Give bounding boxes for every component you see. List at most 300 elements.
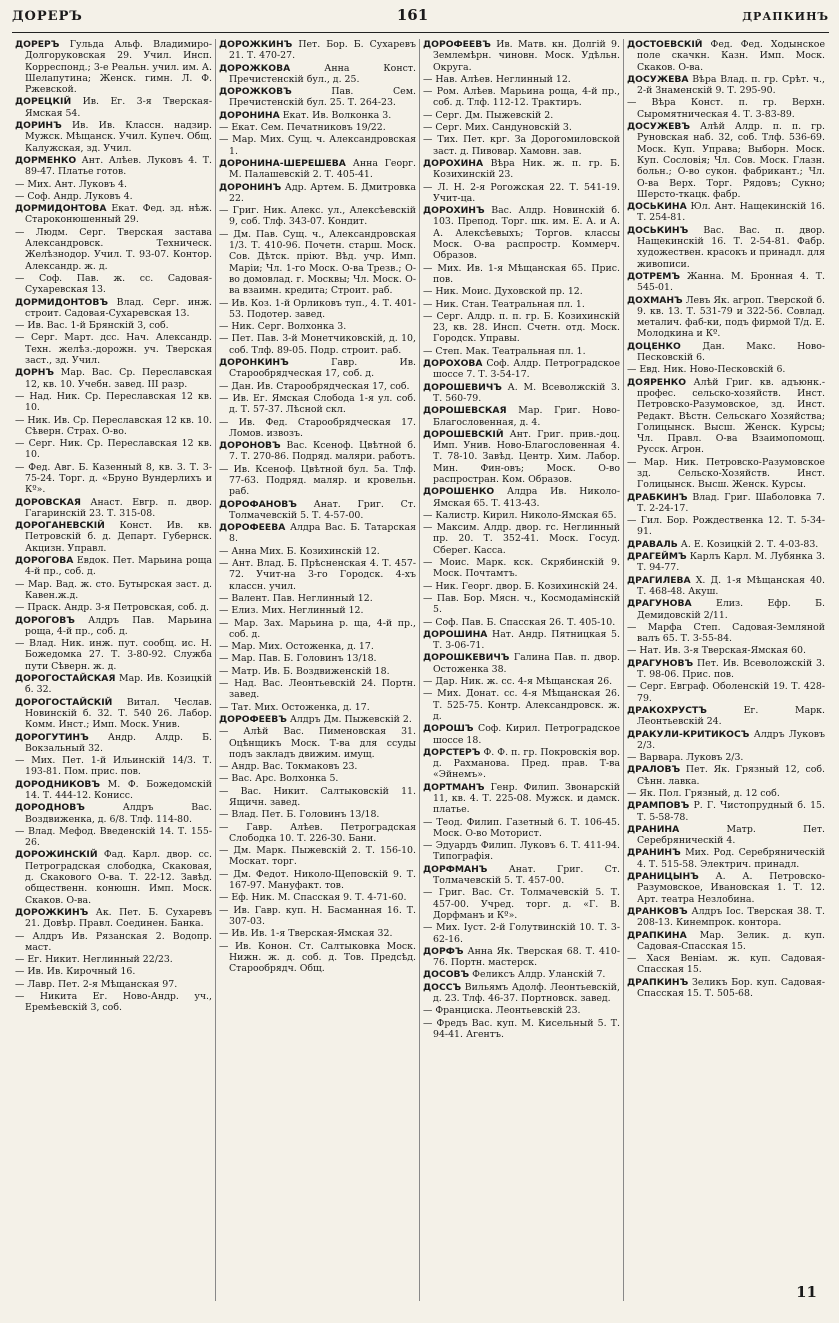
- directory-entry: [627, 364, 825, 375]
- entry-surname: ДОРОХИНЪ: [423, 205, 485, 217]
- entry-text: — Гавр. Алѣев. Петроградская Слободка 10. Т. 226-30. Бани.: [219, 821, 416, 844]
- entry-text: Ф. Ф. п. гр. Покровскія вор. д. Рахманова. Пред. прав. Т-ва «Эйнемъ».: [433, 746, 620, 781]
- directory-entry: [627, 705, 825, 728]
- entry-text: Феликсъ Алдр. Уланскій 7.: [472, 969, 606, 981]
- entry-text: Вильямъ Адолф. Леонтьевскій, д. 23. Тлф. 46-37. Портновск. завед.: [433, 981, 620, 1005]
- directory-entry: [219, 605, 416, 616]
- entry-text: — Ник. Ив. Ср. Переславская 12 кв. 10. Сѣверн. Страх. О-во.: [15, 414, 213, 437]
- entry-text: Вас. Ксеноф. Цвѣтной б. 7. Т. 270-86. Подряд. маляри. работъ.: [229, 440, 416, 463]
- entry-text: Мих. Род. Серебряническій 4. Т. 515-58. Электрич. принадл.: [637, 847, 825, 870]
- entry-text: Матр. Пет. Серебряническій 4.: [637, 823, 825, 847]
- directory-entry: [423, 1005, 620, 1016]
- entry-surname: ДОРОЖКОВЪ: [219, 86, 292, 98]
- entry-surname: ДОРСТЕРЪ: [423, 746, 481, 758]
- entry-text: Алдръ Пав. Марьина роща, 4-й пр., соб. д.: [25, 614, 212, 637]
- directory-entry: [423, 593, 620, 616]
- entry-text: — Теод. Филип. Газетный 6. Т. 106-45. Моск. О-во Моторист.: [423, 816, 620, 839]
- entry-text: — Алѣй Вас. Пименовская 31. Оцѣнщикъ Моск. Т-ва для ссуды подъ закладъ движим. имущ.: [219, 726, 416, 760]
- directory-entry: [15, 555, 212, 578]
- directory-entry: [15, 391, 212, 414]
- entry-surname: ДОРОФЕЕВЪ: [219, 713, 287, 725]
- entry-text: Конст. Ив. кв. Петровскій б. д. Департ. Губернск. Акцизн. Управл.: [25, 520, 213, 554]
- header-right-keyword: ДРАПКИНЪ: [742, 10, 829, 23]
- entry-text: — Моис. Марк. кск. Скрябинскій 9. Моск. Почтамтъ.: [423, 557, 620, 580]
- entry-text: — Серг. Ник. Ср. Переславская 12 кв. 10.: [15, 438, 212, 461]
- entry-text: Фед. Фед. Ходынское поле скачкн. Казн. Имп. Моск. Скаков. О-ва.: [637, 39, 825, 73]
- entry-text: Генр. Филип. Звонарскій 11, кв. 4. Т. 225-08. Мужск. и дамск. платье.: [433, 781, 621, 816]
- entry-text: — Мар. Зах. Марьина р. ща, 4-й пр., соб. д.: [219, 617, 416, 640]
- directory-entry: [627, 906, 825, 929]
- directory-entry: [423, 358, 620, 381]
- entry-text: Ант. Алѣев. Луковъ 4. Т. 89-47. Платье готов.: [25, 154, 212, 178]
- page-number: 161: [396, 6, 429, 24]
- directory-entry: [219, 381, 416, 392]
- entry-text: — Вас. Никит. Салтыковскій 11. Ящичн. завед.: [219, 785, 416, 808]
- directory-entry: [219, 666, 416, 677]
- entry-surname: ДОРОНОВЪ: [219, 440, 281, 452]
- directory-entry: [627, 788, 825, 799]
- entry-surname: ДОСУЖЕВА: [627, 73, 689, 85]
- directory-entry: [219, 618, 416, 641]
- directory-entry: [219, 593, 416, 604]
- directory-entry: [627, 74, 825, 97]
- directory-entry: [627, 598, 825, 621]
- directory-entry: [423, 134, 620, 157]
- sheet-number: 11: [796, 1283, 817, 1301]
- entry-surname: ДОРОШЕВИЧЪ: [423, 381, 502, 393]
- directory-entry: [15, 120, 212, 154]
- entry-text: — Мар. Ник. Петровско-Разумовское зд. Сельско-Хозяйств. Инст. Голицынск. Высш. Женск. Курсы.: [627, 456, 825, 491]
- entry-surname: ДОРМИДОНТОВЪ: [15, 296, 108, 308]
- entry-text: — Влад. Ник. инж. пут. сообщ. ис. Н. Божедомка 27. Т. 3-80-92. Служба пути Сѣверн. ж. д.: [15, 638, 212, 672]
- directory-entry: [15, 438, 212, 461]
- directory-entry: [15, 191, 212, 202]
- entry-surname: ДОРИНЪ: [15, 120, 62, 132]
- entry-text: Пет. Бор. Б. Сухаревъ 21. Т. 470-27.: [229, 39, 416, 62]
- entry-text: — Пет. Пав. 3-й Монетчиковскій, д. 10, соб. Тлф. 89-05. Подр. строит. раб.: [219, 333, 416, 356]
- directory-entry: [219, 702, 416, 713]
- entry-surname: ДОРОШЕНКО: [423, 486, 495, 498]
- directory-entry: [15, 849, 212, 905]
- entry-text: Фад. Карл. двор. сс. Петроградская слободка, Скаковая, д. Скакового О-ва. Т. 22-12. Завѣд. общественн. конюшн. Имп. Моск. Скаков. О-ва.: [25, 849, 212, 906]
- directory-columns: [12, 39, 829, 1301]
- directory-entry: [219, 786, 416, 809]
- directory-entry: [423, 969, 620, 980]
- entry-text: — Мих. Пет. 1-й Ильинскій 14/3. Т. 193-81. Пом. прис. пов.: [15, 755, 212, 778]
- directory-entry: [15, 39, 212, 95]
- entry-text: Ег. Марк. Леонтьевскій 24.: [637, 704, 825, 728]
- directory-entry: [15, 673, 212, 696]
- directory-entry: [423, 1018, 620, 1041]
- entry-text: Ив. Матв. кн. Долгій 9. Землемѣрн. чиновн. Моск. Удѣльн. Округа.: [433, 39, 620, 73]
- entry-text: — Серг. Дм. Пыжевскій 2.: [423, 109, 554, 121]
- directory-entry: [627, 271, 825, 294]
- entry-text: Карлъ Карл. М. Лубянка 3. Т. 94-77.: [637, 551, 825, 574]
- entry-text: — Францискa. Леонтьевскій 23.: [423, 1005, 581, 1017]
- entry-text: — Анна Мих. Б. Козихинскій 12.: [219, 545, 380, 557]
- directory-entry: [15, 732, 212, 755]
- directory-entry: [219, 905, 416, 928]
- entry-text: Алдръ Іос. Тверская 38. Т. 208-13. Кинемпрок. контора.: [637, 905, 825, 929]
- entry-text: — Вас. Арс. Волхонка 5.: [219, 773, 339, 785]
- entry-text: — Тих. Пет. крг. За Дорогомиловской заст. д. Пивовар. Хамовн. зав.: [423, 134, 620, 157]
- directory-entry: [219, 678, 416, 701]
- directory-entry: [627, 800, 825, 823]
- entry-surname: ДОРОГУТИНЪ: [15, 731, 89, 743]
- entry-surname: ДОСЬКИНЪ: [627, 224, 689, 236]
- entry-text: Алдръ Дм. Пыжевскій 2.: [289, 713, 412, 725]
- entry-text: Анна Як. Тверская 68. Т. 410-76. Портн. мастерск.: [433, 945, 620, 969]
- directory-entry: [219, 393, 416, 416]
- directory-entry: [219, 205, 416, 228]
- entry-surname: ДОРФМАНЪ: [423, 863, 488, 875]
- entry-text: Анат. Григ. Ст. Толмачевскій 5. Т. 4-57-00.: [229, 498, 416, 521]
- entry-text: — Григ. Вас. Ст. Толмачевскій 5. Т. 457-00. Учред. торг. д. «Г. В. Дорфманъ и Кº».: [423, 887, 620, 921]
- directory-entry: [219, 122, 416, 133]
- entry-surname: ДРАНИЦЫНЪ: [627, 871, 699, 883]
- entry-surname: ДОРОВСКАЯ: [15, 496, 81, 508]
- entry-text: — Ник. Георг. двор. Б. Козихинскій 24.: [423, 580, 618, 592]
- directory-entry: [15, 991, 212, 1014]
- directory-entry: [627, 551, 825, 574]
- directory-entry: [15, 907, 212, 930]
- directory-entry: [219, 298, 416, 321]
- entry-text: — Ег. Никит. Неглинный 22/23.: [15, 954, 173, 966]
- entry-surname: ДОСТОЕВСКІЙ: [627, 39, 703, 50]
- entry-text: Ант. Григ. прив.-доц. Имп. Унив. Ново-Благословенная 4. Т. 78-10. Завѣд. Центр. Хим. Лабор. Мин. Фин-овъ; Моск. О-во распростран. Ком. Образов.: [433, 428, 620, 485]
- entry-surname: ДРАВАЛЬ: [627, 538, 678, 550]
- directory-entry: [219, 928, 416, 939]
- entry-surname: ДОРМИДОНТОВА: [15, 203, 107, 215]
- entry-text: — Праск. Андр. 3-я Петровская, соб. д.: [15, 602, 209, 614]
- directory-entry: [423, 676, 620, 687]
- directory-entry: [423, 840, 620, 863]
- entry-text: — Варвара. Луковъ 2/3.: [627, 752, 744, 764]
- entry-surname: ДОРОХИНА: [423, 157, 484, 169]
- entry-text: — Ив. Ив. 1-я Тверская-Ямская 32.: [219, 928, 393, 940]
- directory-entry: [15, 602, 212, 613]
- directory-entry: [15, 826, 212, 849]
- directory-entry: [219, 892, 416, 903]
- entry-text: — Матр. Ив. Б. Воздвиженскій 18.: [219, 665, 390, 677]
- entry-surname: ДОСОВЪ: [423, 969, 470, 981]
- entry-surname: ДРАКУЛИ-КРИТИКОСЪ: [627, 728, 750, 740]
- entry-surname: ДОРОЖКИНЪ: [15, 906, 89, 918]
- entry-surname: ДОРОЖКОВА: [219, 62, 291, 74]
- directory-entry: [15, 203, 212, 226]
- directory-entry: [219, 809, 416, 820]
- directory-entry: [627, 201, 825, 224]
- directory-entry: [219, 134, 416, 157]
- directory-entry: [15, 779, 212, 802]
- entry-text: — Ив. Ег. Ямская Слобода 1-я ул. соб. д. Т. 57-37. Лѣсной скл.: [219, 392, 416, 416]
- entry-text: — Марфа Степ. Садовая-Земляной валъ 65. Т. 3-55-84.: [627, 621, 825, 645]
- directory-entry: [423, 522, 620, 556]
- entry-surname: ДРАНИНЪ: [627, 847, 681, 859]
- entry-text: — Людм. Серг. Тверская застава Александровск. Техническ. Желѣзнодор. Учил. Т. 93-07. Контор. Александр. ж. д.: [15, 226, 212, 272]
- entry-surname: ДОРОЖИНСКІЙ: [15, 849, 98, 861]
- entry-text: — Мих. Ив. 1-я Мѣщанская 65. Прис. пов.: [423, 262, 620, 285]
- directory-entry: [15, 273, 212, 296]
- entry-text: Соф. Алдр. Петроградское шоссе 7. Т. 3-54-17.: [433, 358, 620, 381]
- directory-entry: [15, 367, 212, 390]
- directory-entry: [219, 464, 416, 498]
- entry-surname: ДОРМЕНКО: [15, 154, 77, 166]
- directory-entry: [627, 377, 825, 456]
- entry-text: Вѣра Влад. п. гр. Срѣт. ч., 2-й Знаменскій 9. Т. 295-90.: [637, 73, 825, 97]
- directory-entry: [627, 295, 825, 340]
- directory-entry: [219, 357, 416, 380]
- entry-surname: ДОТРЕМЪ: [627, 270, 681, 282]
- directory-entry: [15, 179, 212, 190]
- directory-entry: [219, 158, 416, 181]
- directory-entry: [219, 39, 416, 62]
- entry-surname: ДРАМПОВЪ: [627, 800, 690, 812]
- directory-entry: [423, 263, 620, 286]
- entry-text: — Серг. Алдр. п. п. гр. Б. Козихинскій 23, кв. 28. Инсп. Счетн. отд. Моск. Городск. Управы.: [423, 310, 620, 345]
- entry-surname: ДОРОНКИНЪ: [219, 357, 289, 369]
- entry-text: — Соф. Пав. Б. Спасская 26. Т. 405-10.: [423, 616, 616, 628]
- entry-surname: ДРАКОХРУСТЪ: [627, 704, 707, 716]
- entry-text: — Соф. Пав. ж. сс. Садовая-Сухаревская 13.: [15, 272, 212, 296]
- directory-entry: [15, 979, 212, 990]
- entry-text: — Хася Веніам. ж. куп. Садовая-Спасская 15.: [627, 953, 825, 976]
- entry-text: — Ив. Гавр. куп. Н. Басманная 16. Т. 307-03.: [219, 904, 416, 927]
- entry-text: — Мар. Мих. Остоженка, д. 17.: [219, 641, 374, 653]
- directory-entry: [423, 581, 620, 592]
- entry-text: — Над. Вас. Леонтьевскій 24. Портн. завед.: [219, 678, 416, 701]
- entry-text: Левъ Як. агроп. Тверской б. 9. кв. 13. Т. 531-79 и 322-56. Совлад. металич. фаб-ки, подъ фирмой Т/д. Е. Молодкина и Кº.: [637, 294, 825, 340]
- directory-entry: [627, 752, 825, 763]
- entry-text: Нат. Андр. Пятницкая 5. Т. 3-06-71.: [433, 628, 620, 652]
- entry-surname: ДОСЬКИНА: [627, 201, 687, 213]
- entry-text: — Ив. Вас. 1-й Брянскій 3, соб.: [15, 320, 169, 332]
- directory-entry: [219, 440, 416, 463]
- entry-surname: ДОРОШЪ: [423, 723, 474, 735]
- entry-text: Алѣй Алдр. п. п. гр. Руновская наб. 32, соб. Тлф. 536-69. Моск. Куп. Управа; Выборн. Моск. Куп. Сословія; Чл. Сов. Моск. Глазн. больн.; О-во сукон. фабрикант.; Чл. О-ва Верх. Торг. Рядовъ; Сукно; Шерсто-ткацк. фабр.: [637, 121, 825, 200]
- header-left-keyword: ДОРЕРЪ: [12, 9, 83, 24]
- entry-surname: ДОРОШЕВСКІЙ: [423, 428, 504, 440]
- entry-text: Юл. Ант. Нащекинскій 16. Т. 254-81.: [637, 201, 826, 224]
- entry-text: — Ник. Стан. Театральная пл. 1.: [423, 298, 585, 310]
- entry-text: А. А. Петровско-Разумовское, Ивановская 1. Т. 12. Арт. театра Незлобина.: [637, 871, 825, 905]
- entry-surname: ДОРОДНИКОВЪ: [15, 778, 101, 790]
- entry-surname: ДРАГУНОВА: [627, 598, 692, 610]
- entry-surname: ДОРОГОВА: [15, 555, 74, 567]
- entry-text: — Елиз. Мих. Неглинный 12.: [219, 605, 364, 617]
- entry-text: — Алдръ Ив. Рязанская 2. Водопр. маст.: [15, 930, 212, 953]
- directory-entry: [15, 954, 212, 965]
- directory-entry: [423, 122, 620, 133]
- entry-text: Жанна. М. Бронная 4. Т. 545-01.: [637, 270, 826, 294]
- entry-text: — Степ. Мак. Театральная пл. 1.: [423, 345, 586, 357]
- directory-entry: [15, 931, 212, 954]
- directory-entry: [15, 297, 212, 320]
- entry-text: Ак. Пет. Б. Сухаревъ 21. Довѣр. Правл. Соединен. Банка.: [25, 906, 212, 930]
- entry-text: — Андр. Вас. Токмаковъ 23.: [219, 761, 358, 773]
- entry-surname: ДОССЪ: [423, 981, 462, 993]
- entry-surname: ДОРОШЕВСКАЯ: [423, 405, 507, 417]
- directory-entry: [219, 321, 416, 332]
- directory-entry: [423, 629, 620, 652]
- entry-surname: ДРАГЕЙМЪ: [627, 551, 687, 563]
- directory-entry: [219, 761, 416, 772]
- entry-text: — Мих. Донат. сс. 4-я Мѣщанская 26. Т. 525-75. Контр. Александровск. ж. д.: [423, 688, 620, 722]
- entry-text: — Дм. Федот. Николо-Щеповскій 9. Т. 167-97. Мануфакт. тов.: [219, 868, 416, 892]
- directory-entry: [423, 510, 620, 521]
- directory-entry: [423, 982, 620, 1005]
- entry-text: — Ив. Фед. Старообрядческая 17. Ломов. извозъ.: [219, 416, 416, 439]
- entry-text: — Гил. Бор. Рождественка 12. Т. 5-34-91.: [627, 515, 825, 538]
- directory-entry: [15, 462, 212, 496]
- entry-text: Влад. Григ. Шаболовка 7. Т. 2-24-17.: [637, 491, 825, 514]
- entry-text: Елиз. Ефр. Б. Демидовскій 2/11.: [637, 598, 825, 621]
- directory-entry: [627, 871, 825, 905]
- directory-entry: [15, 415, 212, 438]
- directory-entry: [423, 747, 620, 781]
- directory-entry: [423, 887, 620, 921]
- entry-text: — Влад. Мефод. Введенскій 14. Т. 155-26.: [15, 825, 212, 849]
- entry-text: М. Ф. Божедомскій 14. Т. 444-12. Конисс.: [25, 778, 212, 801]
- entry-text: — Тат. Мих. Остоженка, д. 17.: [219, 701, 370, 713]
- entry-surname: ДОРОШИНА: [423, 628, 488, 640]
- directory-entry: [219, 869, 416, 892]
- entry-text: — Мар. Пав. Б. Головинъ 13/18.: [219, 653, 377, 665]
- directory-entry: [219, 653, 416, 664]
- entry-text: — Фредъ Вас. куп. М. Кисельный 5. Т. 94-41. Агентъ.: [423, 1017, 620, 1040]
- entry-text: — Эдуардъ Филип. Луковъ 6. Т. 411-94. Типографія.: [423, 840, 620, 863]
- entry-text: — Калистр. Кирил. Николо-Ямская 65.: [423, 509, 617, 521]
- entry-surname: ДОРОГОВЪ: [15, 614, 75, 626]
- directory-entry: [423, 864, 620, 887]
- entry-text: — Нав. Алѣев. Неглинный 12.: [423, 73, 571, 85]
- entry-text: — Ив. Ив. Кирочный 16.: [15, 966, 136, 978]
- entry-text: — Соф. Андр. Луковъ 4.: [15, 190, 133, 202]
- entry-text: — Мар. Вад. ж. сто. Бутырская заст. д. Кавен.ж.д.: [15, 578, 212, 601]
- directory-entry: [423, 311, 620, 345]
- entry-text: Анна Конст. Пречистенскій бул., д. 25.: [229, 62, 416, 85]
- directory-entry: [627, 953, 825, 976]
- entry-text: Алдра Ив. Николо-Ямская 65. Т. 413-43.: [433, 486, 620, 509]
- entry-text: — Пав. Бор. Мясн. ч., Космодамінскій 5.: [423, 592, 620, 616]
- directory-entry: [219, 86, 416, 109]
- directory-entry: [15, 638, 212, 672]
- directory-entry: [219, 229, 416, 297]
- directory-entry: [423, 922, 620, 945]
- directory-entry: [423, 688, 620, 722]
- entry-text: — Нат. Ив. 3-я Тверская-Ямская 60.: [627, 645, 806, 657]
- directory-entry: [423, 429, 620, 485]
- directory-entry: [219, 182, 416, 205]
- directory-column: [420, 39, 624, 1301]
- entry-text: — Вѣра Конст. п. гр. Верхн. Сыромятническая 4. Т. 3-83-89.: [627, 97, 825, 120]
- entry-surname: ДРАПКИНЪ: [627, 976, 689, 988]
- entry-surname: ДОРНЪ: [15, 367, 55, 379]
- entry-text: Евдок. Пет. Марьина роща 4-й пр., соб. д.: [25, 555, 212, 578]
- entry-text: Мар. Зелик. д. куп. Садовая-Спасская 15.: [637, 929, 825, 952]
- entry-text: Мар. Вас. Ср. Переславская 12, кв. 10. Учебн. завед. III разр.: [25, 367, 213, 390]
- directory-entry: [627, 457, 825, 491]
- directory-entry: [627, 341, 825, 364]
- entry-text: — Еф. Ник. М. Спасская 9. Т. 4-71-60.: [219, 892, 407, 904]
- directory-entry: [15, 966, 212, 977]
- entry-surname: ДОРОГОСТАЙСКАЯ: [15, 673, 116, 685]
- entry-text: — Ром. Алѣев. Марьина роща, 4-й пр., соб. д. Тлф. 112-12. Трактиръ.: [423, 86, 620, 109]
- entry-text: Анна Георг. М. Палашевскій 2. Т. 405-41.: [229, 157, 416, 181]
- entry-text: — Ник. Моис. Духовской пр. 12.: [423, 286, 583, 298]
- entry-text: — Валент. Пав. Неглинный 12.: [219, 592, 373, 604]
- directory-column: [12, 39, 216, 1301]
- entry-surname: ДОРОШКЕВИЧЪ: [423, 652, 510, 664]
- directory-entry: [627, 492, 825, 515]
- directory-entry: [423, 782, 620, 816]
- entry-text: Алдръ Вас. Воздвиженка, д. 6/8. Тлф. 114-80.: [25, 802, 213, 825]
- entry-text: — Ив. Ксеноф. Цвѣтной бул. 5а. Тлф. 77-63. Подряд. маляр. и кровельн. раб.: [219, 463, 416, 498]
- entry-surname: ДОРОГАНЕВСКІЙ: [15, 520, 105, 532]
- entry-text: Мар. Ив. Козицкій б. 32.: [25, 673, 212, 696]
- directory-entry: [423, 182, 620, 205]
- entry-text: — Лавр. Пет. 2-я Мѣщанская 97.: [15, 978, 178, 990]
- entry-text: Анаст. Евгр. п. двор. Гагаринскій 23. Т. 315-08.: [25, 496, 212, 519]
- directory-entry: [423, 723, 620, 746]
- entry-surname: ДОРОФЕЕВЪ: [423, 39, 491, 50]
- entry-text: Андр. Алдр. Б. Вокзальный 32.: [25, 731, 212, 754]
- entry-text: Зеликъ Бор. куп. Садовая-Спасская 15. Т. 505-68.: [637, 976, 826, 1000]
- entry-text: Дан. Макс. Ново-Песковскій 6.: [637, 340, 826, 364]
- entry-text: Вас. Вас. п. двор. Нащекинскій 16. Т. 2-54-81. Фабр. художествен. красокъ и принадл. для живописи.: [637, 224, 826, 270]
- entry-surname: ДОРОНИНЪ: [219, 181, 282, 193]
- entry-text: Х. Д. 1-я Мѣщанская 40. Т. 468-48. Акуш.: [637, 574, 825, 597]
- entry-text: — Серг. Март. дсс. Нач. Александр. Техн. желѣз.-дорожн. уч. Тверская заст., зд. Учил.: [15, 332, 212, 367]
- entry-text: Пав. Сем. Пречистенскій бул. 25. Т. 264-23.: [229, 86, 417, 109]
- directory-entry: [219, 522, 416, 545]
- entry-text: Анат. Григ. Ст. Толмачевскій 5. Т. 457-00.: [433, 863, 620, 887]
- directory-entry: [219, 499, 416, 522]
- entry-surname: ДОРОФАНОВЪ: [219, 498, 297, 510]
- directory-entry: [423, 86, 620, 109]
- directory-entry: [219, 845, 416, 868]
- entry-surname: ДОЯРЕНКО: [627, 376, 687, 388]
- directory-entry: [423, 205, 620, 261]
- directory-entry: [627, 539, 825, 550]
- entry-text: Ив. Ив. Классн. надзир. Мужск. Мѣщанск. Учил. Купеч. Общ. Калужская, зд. Учил.: [25, 120, 213, 154]
- directory-entry: [219, 714, 416, 725]
- entry-surname: ДРАНКОВЪ: [627, 905, 688, 917]
- entry-text: — Л. Н. 2-я Рогожская 22. Т. 541-19. Учит-ца.: [423, 181, 620, 204]
- directory-entry: [627, 225, 825, 270]
- entry-text: Алдра Вас. Б. Татарская 8.: [229, 522, 416, 545]
- directory-entry: [627, 729, 825, 752]
- directory-entry: [15, 155, 212, 178]
- entry-text: — Серг. Мих. Сандуновскій 3.: [423, 122, 572, 134]
- directory-entry: [15, 802, 212, 825]
- entry-text: Вас. Алдр. Новинскій б. 103. Препод. Торг. шк. им. Е. А. и А. А. Алексѣевыхъ; Торгов. классы Моск. О-ва распростр. Коммерч. Образов.: [433, 205, 620, 262]
- directory-entry: [627, 930, 825, 953]
- directory-column: [624, 39, 828, 1301]
- entry-text: Адр. Артем. Б. Дмитровка 22.: [229, 181, 416, 204]
- directory-entry: [15, 320, 212, 331]
- entry-surname: ДОРЕЦКІЙ: [15, 96, 72, 108]
- entry-text: Соф. Кирил. Петроградское шоссе 18.: [433, 723, 621, 746]
- entry-text: — Мар. Мих. Сущ. ч. Александровская 1.: [219, 134, 416, 157]
- entry-text: — Серг. Евграф. Оболенскій 19. Т. 428-79.: [627, 681, 825, 704]
- entry-text: Гавр. Ив. Старообрядческая 17, соб. д.: [229, 357, 416, 380]
- directory-entry: [627, 681, 825, 704]
- entry-text: А. М. Всеволжскій 3. Т. 560-79.: [433, 381, 620, 404]
- directory-entry: [219, 558, 416, 592]
- entry-text: — Ив. Конон. Ст. Салтыковка Моск. Нижн. ж. д. соб. д. Тов. Предсѣд. Старообрядч. Общ.: [219, 940, 416, 975]
- entry-surname: ДОРОГОСТАЙСКІЙ: [15, 696, 113, 708]
